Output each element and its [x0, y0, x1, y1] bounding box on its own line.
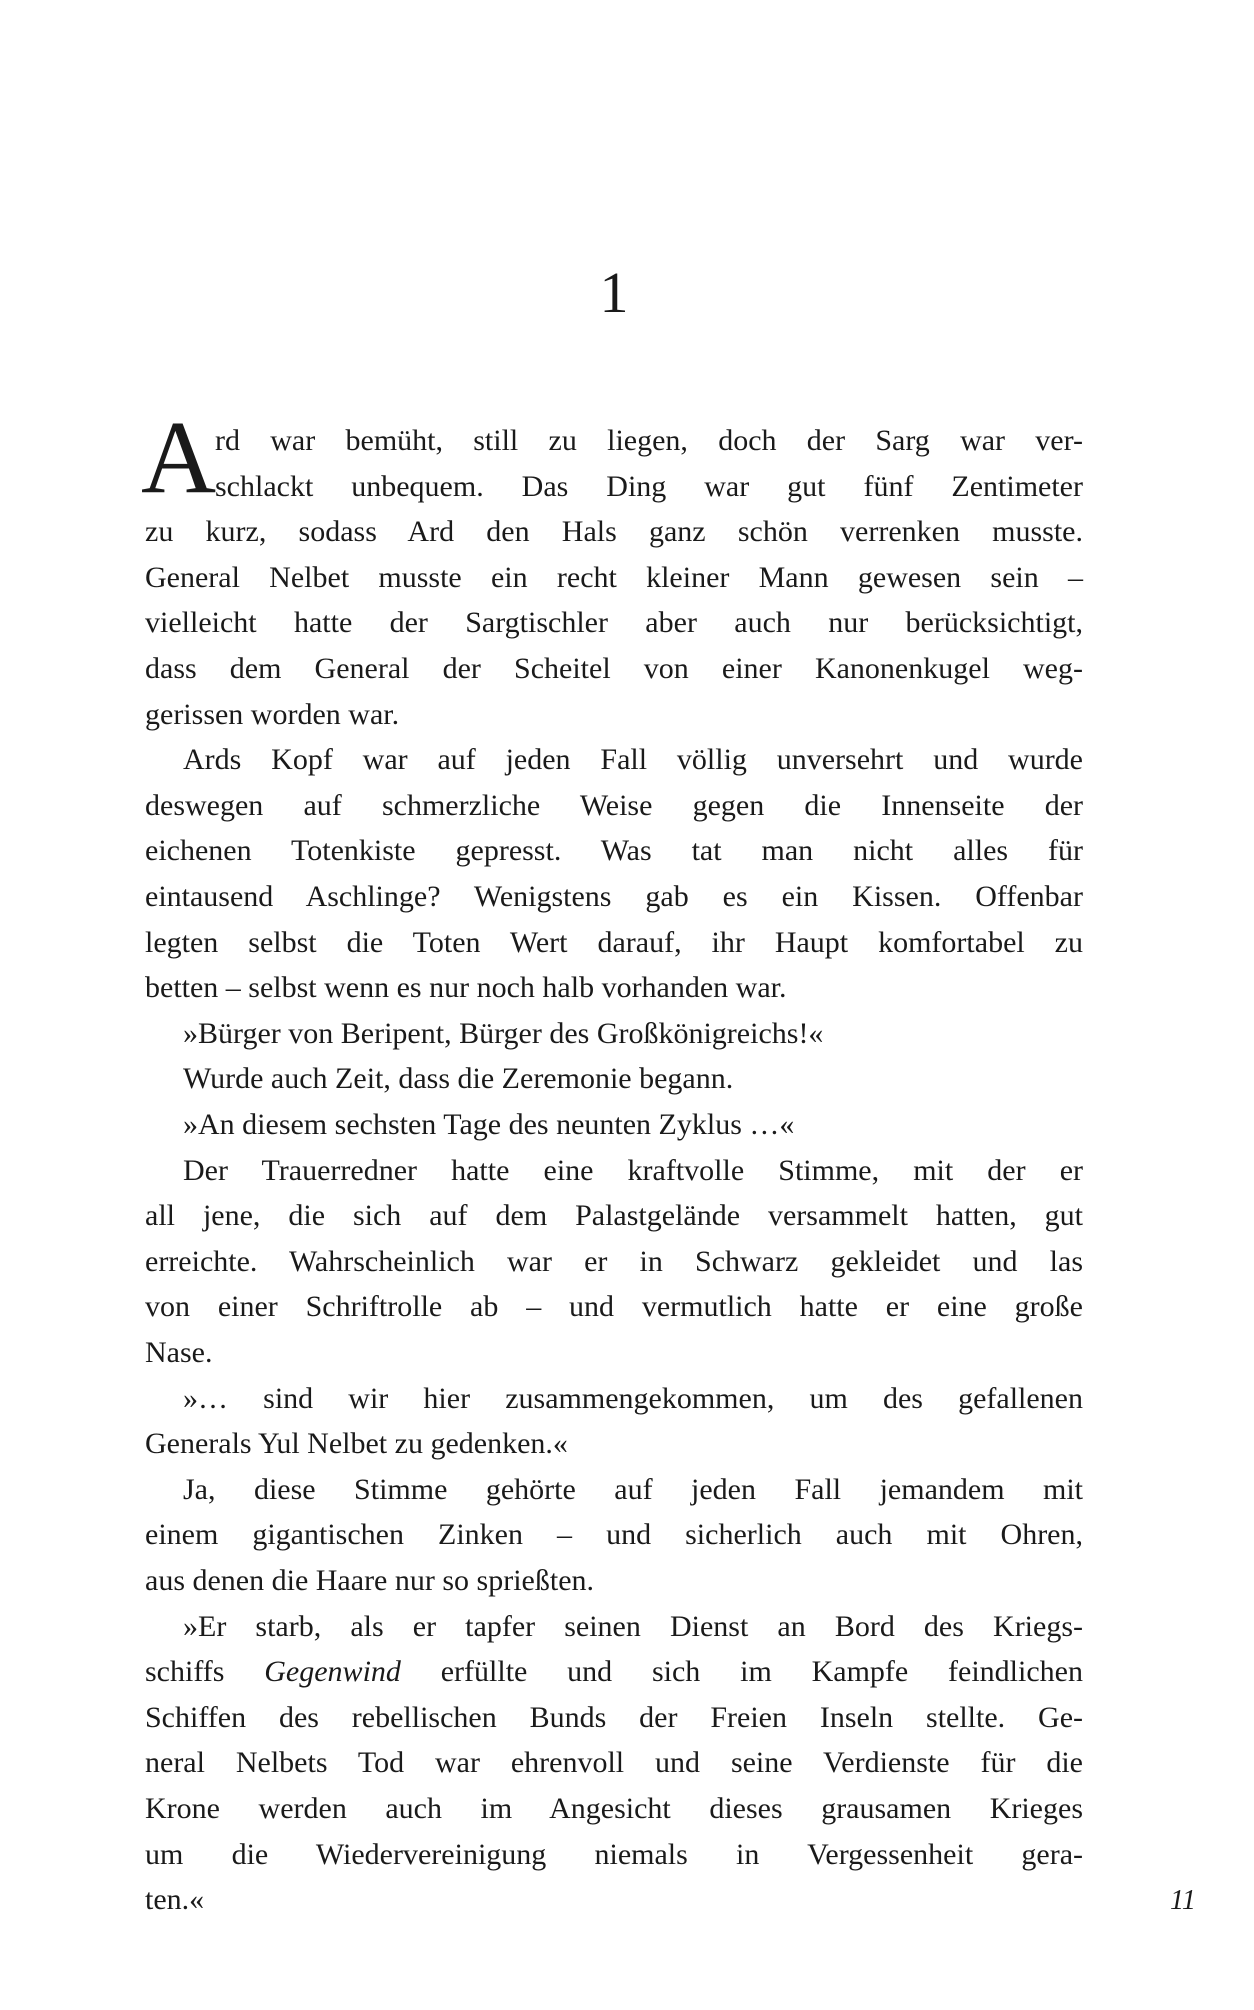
text-segment: General Nelbet musste ein recht kleiner Mann gewesen sein –	[145, 560, 1083, 594]
text-segment: betten – selbst wenn es nur noch halb vorhanden war.	[145, 971, 787, 1005]
text-line	[145, 1875, 1083, 1925]
text-line	[145, 644, 1083, 694]
text-segment: »Er starb, als er tapfer seinen Dienst an Bord des Kriegs-	[183, 1609, 1083, 1643]
text-segment: eintausend Aschlinge? Wenigstens gab es ein Kissen. Offenbar	[145, 880, 1083, 913]
text-line	[145, 598, 1083, 648]
text-segment: erreichte. Wahrscheinlich war er in Schwarz gekleidet und las	[145, 1244, 1083, 1278]
text-line	[145, 507, 1083, 557]
text-line	[145, 1054, 1083, 1104]
ship-name-italic: Gegenwind	[264, 1655, 401, 1689]
text-segment: Ards Kopf war auf jeden Fall völlig unversehrt und wurde	[183, 743, 1083, 777]
chapter-number: 1	[599, 260, 629, 325]
text-line	[145, 1146, 1083, 1196]
text-line	[145, 872, 1083, 922]
text-line	[145, 1647, 1083, 1697]
text-segment: dass dem General der Scheitel von einer Kanonenkugel weg-	[145, 652, 1083, 685]
text-segment: einem gigantischen Zinken – und sicherlich auch mit Ohren,	[145, 1518, 1083, 1552]
text-line	[145, 1419, 1083, 1469]
text-line	[145, 1374, 1083, 1424]
text-line	[145, 735, 1083, 785]
drop-cap: A	[141, 400, 217, 515]
text-line	[145, 826, 1083, 876]
text-line	[145, 1237, 1083, 1287]
text-segment: neral Nelbets Tod war ehrenvoll und seine Verdienste für die	[145, 1746, 1083, 1780]
text-line	[145, 963, 1083, 1013]
text-line	[145, 462, 1083, 512]
text-line	[145, 553, 1083, 603]
text-segment: Ja, diese Stimme gehörte auf jeden Fall jemandem mit	[183, 1472, 1083, 1506]
text-line	[145, 1693, 1083, 1743]
text-segment: rd war bemüht, still zu liegen, doch der Sarg war ver-	[215, 424, 1083, 457]
text-segment: all jene, die sich auf dem Palastgelände versammelt hatten, gut	[145, 1199, 1083, 1233]
text-line	[145, 1784, 1083, 1834]
text-segment: gerissen worden war.	[145, 697, 400, 731]
text-segment: »Bürger von Beripent, Bürger des Großkönigreichs!«	[183, 1016, 824, 1050]
text-line	[145, 1465, 1083, 1515]
text-segment: ten.«	[145, 1883, 205, 1917]
text-segment: aus denen die Haare nur so sprießten.	[145, 1564, 595, 1597]
text-line	[145, 1282, 1083, 1332]
text-segment: Nase.	[145, 1336, 213, 1369]
text-segment: eichenen Totenkiste gepresst. Was tat man nicht alles für	[145, 834, 1083, 868]
text-segment: um die Wiedervereinigung niemals in Vergessenheit gera-	[145, 1837, 1083, 1871]
text-segment: Schiffen des rebellischen Bunds der Freien Inseln stellte. Ge-	[145, 1700, 1083, 1734]
text-segment: Wurde auch Zeit, dass die Zeremonie begann.	[183, 1062, 734, 1096]
text-line	[145, 1100, 1083, 1150]
text-segment: vielleicht hatte der Sargtischler aber auch nur berücksichtigt,	[145, 606, 1083, 640]
text-line	[145, 1830, 1083, 1880]
text-segment: Krone werden auch im Angesicht dieses grausamen Krieges	[145, 1792, 1083, 1825]
text-line	[145, 1191, 1083, 1241]
text-line	[145, 781, 1083, 831]
text-segment: Generals Yul Nelbet zu gedenken.«	[145, 1427, 568, 1461]
page-number: 11	[1170, 1885, 1196, 1916]
text-line	[145, 918, 1083, 968]
text-line	[145, 1602, 1083, 1652]
text-line	[145, 1556, 1083, 1606]
text-segment: erfüllte und sich im Kampfe feindlichen	[400, 1655, 1083, 1689]
text-segment: »An diesem sechsten Tage des neunten Zyklus …«	[183, 1108, 795, 1141]
text-segment: schiffs	[145, 1655, 265, 1689]
text-segment: von einer Schriftrolle ab – und vermutlich hatte er eine große	[145, 1290, 1083, 1324]
text-line	[145, 416, 1083, 466]
text-segment: schlackt unbequem. Das Ding war gut fünf Zentimeter	[215, 469, 1083, 503]
text-segment: »… sind wir hier zusammengekommen, um des gefallenen	[183, 1381, 1083, 1415]
text-line	[145, 690, 1083, 740]
text-segment: legten selbst die Toten Wert darauf, ihr Haupt komfortabel zu	[145, 925, 1083, 959]
text-line	[145, 1738, 1083, 1788]
text-segment: deswegen auf schmerzliche Weise gegen die Innenseite der	[145, 788, 1083, 822]
text-line	[145, 1328, 1083, 1378]
text-line	[145, 1009, 1083, 1059]
text-segment: Der Trauerredner hatte eine kraftvolle Stimme, mit der er	[183, 1153, 1083, 1187]
text-line	[145, 1510, 1083, 1560]
text-segment: zu kurz, sodass Ard den Hals ganz schön verrenken musste.	[145, 515, 1083, 549]
